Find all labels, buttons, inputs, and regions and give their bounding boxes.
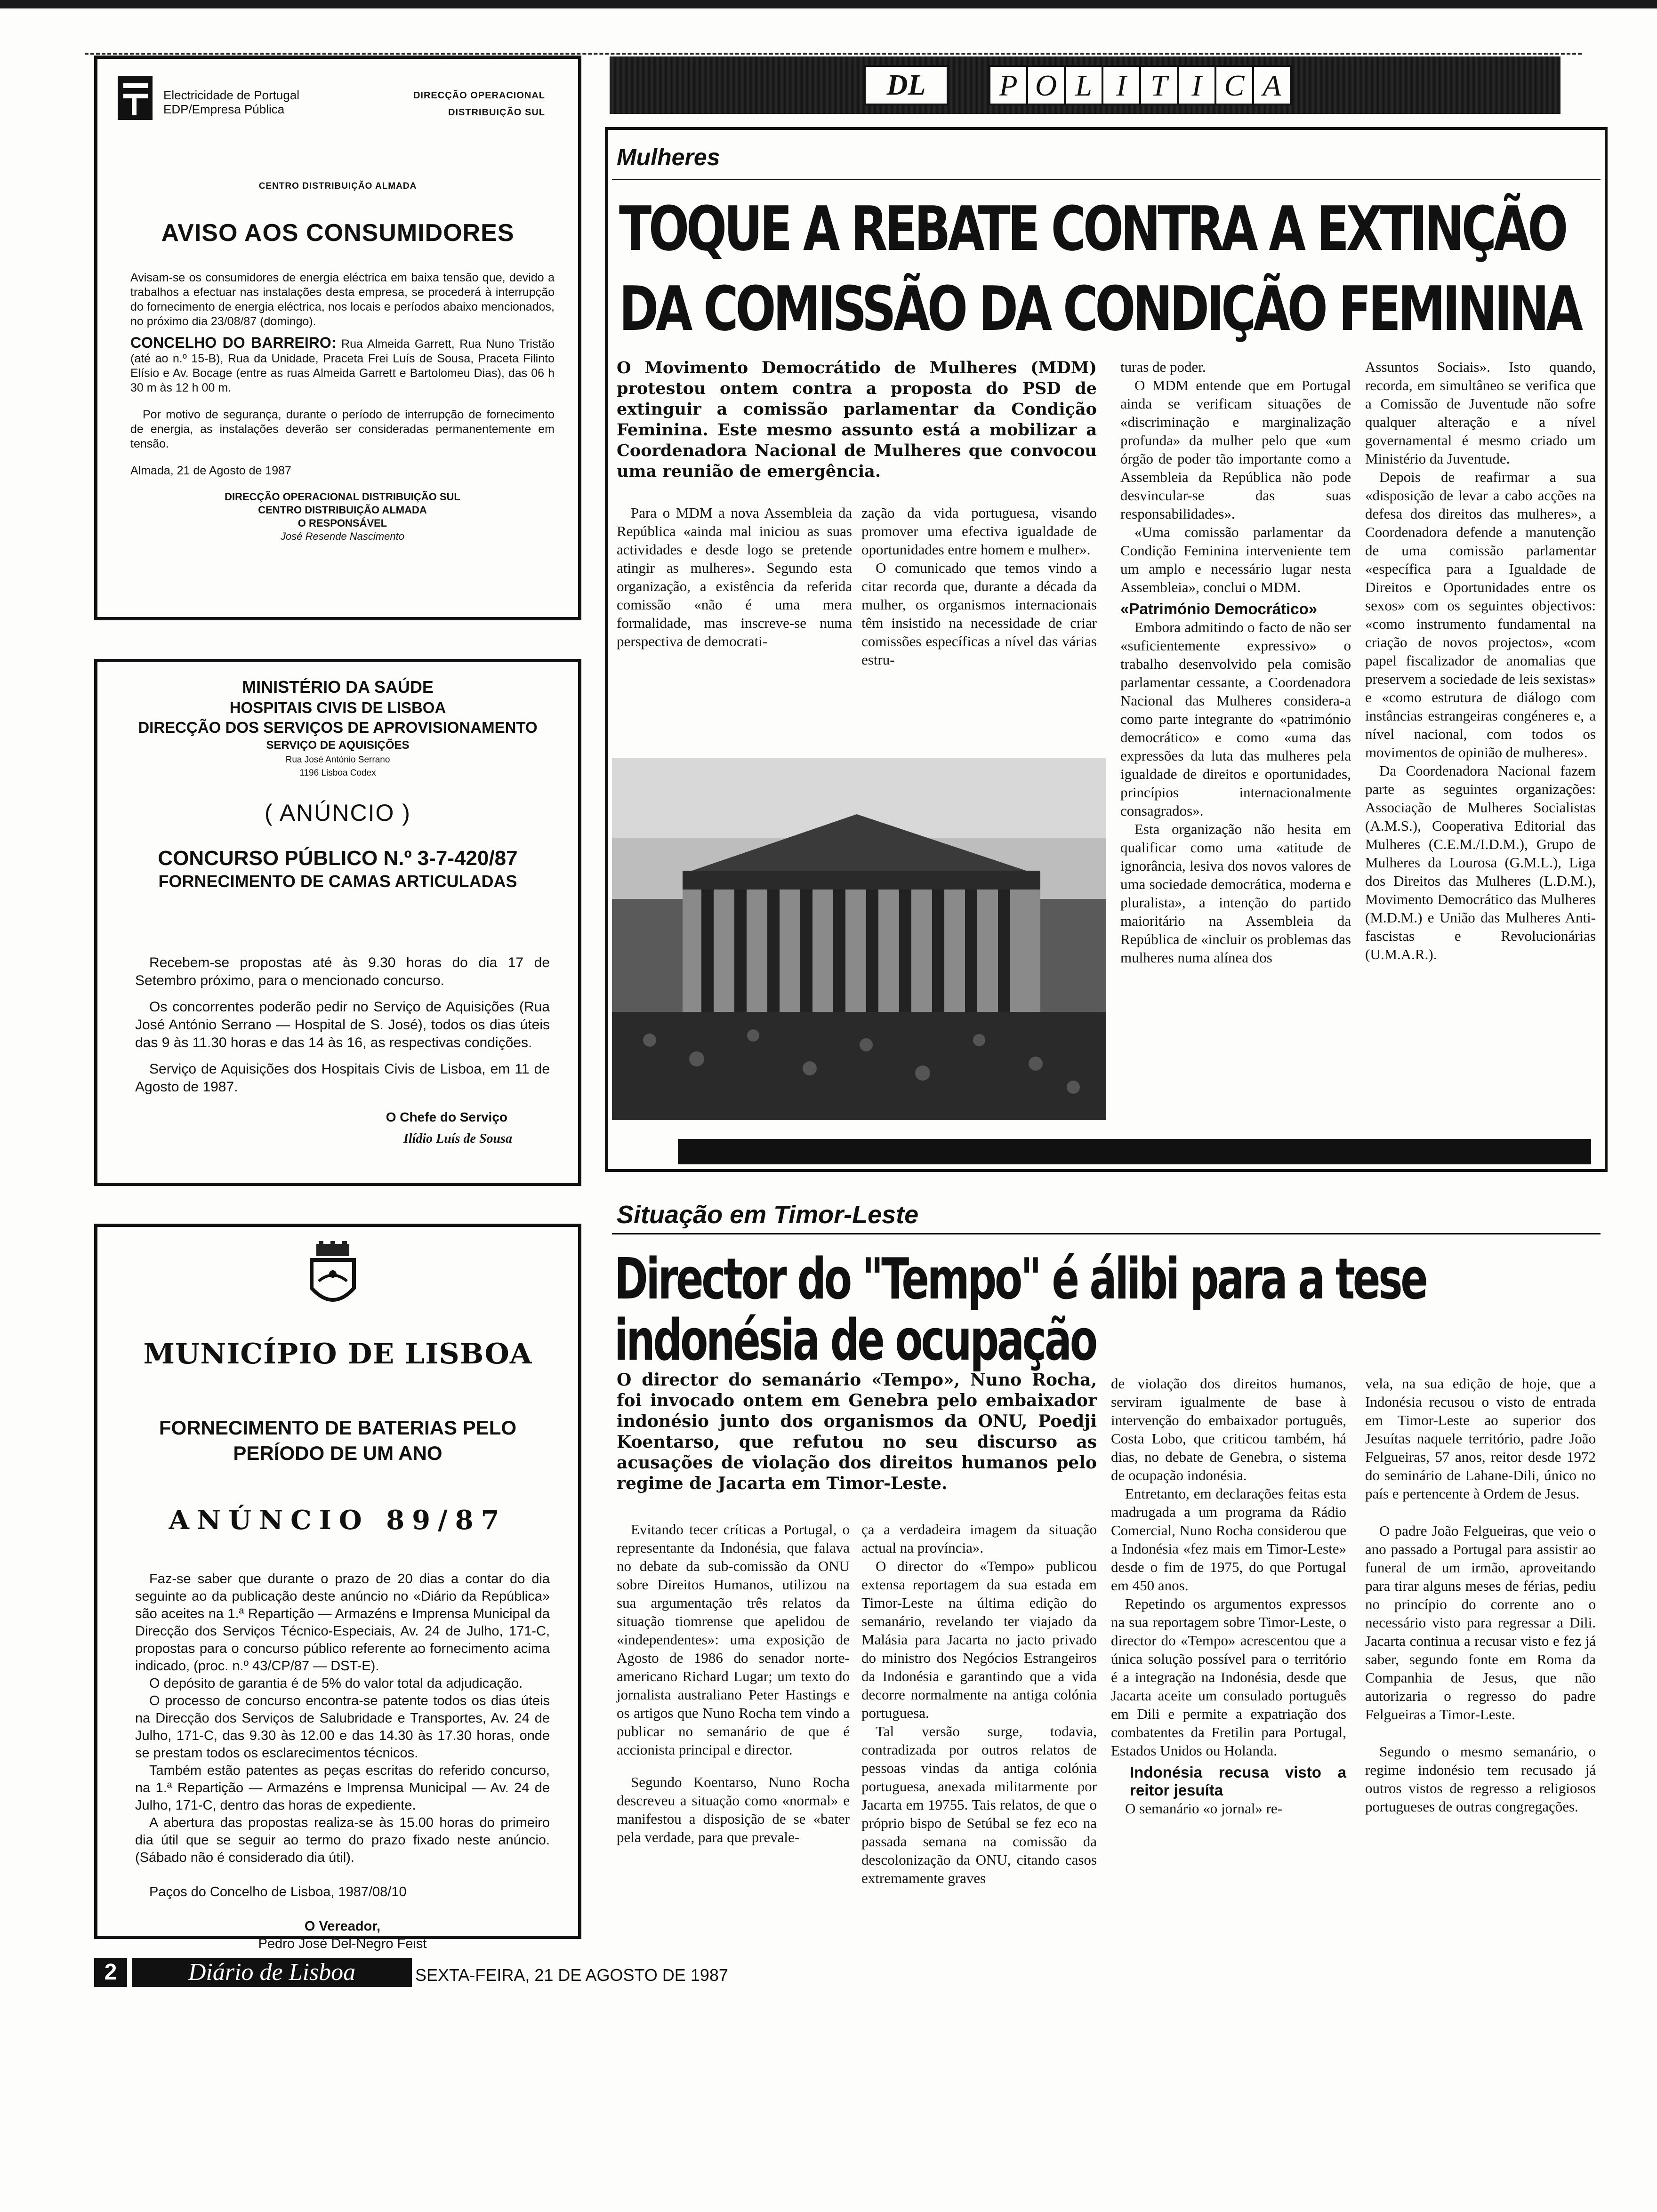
- edp-para1: Avisam-se os consumidores de energia eléctrica em baixa tensão que, devido a trabalhos a efectuar nas instalações desta empresa, se procederá à interrupção do fornecimento de energia eléctrica, nos locais e períodos abaixo mencionados, no próximo dia 23/08/87 (domingo).: [130, 271, 555, 328]
- footer-date: SEXTA-FEIRA, 21 DE AGOSTO DE 1987: [415, 1965, 728, 1985]
- article1-c1: Para o MDM a nova Assembleia da República «ainda mal iniciou as suas actividades e desde logo se pretende atingir as mulheres». Segundo esta organização, a existência da referida comissão «não é uma mera formalidade, mas inscreve-se numa perspectiva de democrati-: [617, 505, 852, 649]
- article1-rule: [612, 179, 1601, 180]
- lisboa-p1: Faz-se saber que durante o prazo de 20 dias a contar do dia seguinte ao da publicação deste anúncio no «Diário da República» são aceites na 1.ª Repartição — Armazéns e Imprensa Municipal da Direcção dos Serviços Técnico-Especiais, Av. 24 de Julho, 171-C, propostas para o concurso público referente ao fornecimento acima indicado, (proc. n.º 43/CP/87 — DST-E).: [135, 1571, 550, 1674]
- article1-c4a: Assuntos Sociais». Isto quando, recorda, em simultâneo se verifica que a Comissão de Juventude não sofre qualquer alteração e a nível governamental é mesmo criado um Ministério da Juventude.: [1365, 359, 1596, 467]
- article2-col3: [1111, 1374, 1346, 1818]
- page-number: 2: [94, 1958, 127, 1987]
- edp-date: Almada, 21 de Agosto de 1987: [130, 464, 291, 477]
- article2-c2b: O director do «Tempo» publicou extensa reportagem da sua estada em Timor-Leste na última edição do semanário, revelando ter viajado da Malásia para Jacarta no jacto privado do ministro dos Negócios Estrangeiros da Indonésia e garantindo que a vida decorre normalmente na antiga colónia portuguesa.: [861, 1558, 1097, 1721]
- edp-company-line2: EDP/Empresa Pública: [163, 102, 285, 116]
- edp-dir-line2: DISTRIBUIÇÃO SUL: [448, 107, 545, 118]
- newspaper-name: Diário de Lisboa: [132, 1958, 412, 1987]
- lisboa-body: [135, 1571, 550, 1953]
- article2-rule: [612, 1233, 1601, 1234]
- article1-c2b: O comunicado que temos vindo a citar recorda que, durante a década da mulher, os organismos internacionais têm insistido na necessidade de criar comissões específicas a nível das várias estru-: [861, 560, 1097, 668]
- article2-c1a: Evitando tecer críticas a Portugal, o representante da Indonésia, que falava no debate da sub-comissão da ONU sobre Direitos Humanos, utilizou na sua argumentação três relatos da situação tiomrense que apelidou de «independentes»: uma exposição de Agosto de 1986 do senador norte-americano Richard Lugar; um texto do jornalista australiano Peter Hastings e os artigos que Nuno Rocha tem vindo a publicar no semanário de que é accionista principal e director.: [617, 1521, 850, 1758]
- politica-label: [989, 65, 1290, 105]
- saude-address1: Rua José António Serrano: [285, 755, 390, 765]
- article1-headline-line2: DA COMISSÃO DA CONDIÇÃO FEMININA: [619, 273, 1580, 345]
- article2-c2a: ça a verdadeira imagem da situação actual na província».: [861, 1521, 1097, 1556]
- saude-chefe: O Chefe do Serviço: [386, 1110, 507, 1124]
- saude-p3: Serviço de Aquisições dos Hospitais Civis de Lisboa, em 11 de Agosto de 1987.: [135, 1061, 550, 1095]
- politica-letter: I: [1177, 65, 1216, 105]
- edp-body: [130, 271, 555, 543]
- section-banner: [610, 56, 1560, 114]
- article1-c3c: «Uma comissão parlamentar da Condição Feminina interveniente tem um amplo e necessário lugar nesta Assembleia», conclui o MDM.: [1120, 524, 1351, 595]
- saude-anuncio: ( ANÚNCIO ): [265, 800, 411, 826]
- article2-lead: O director do semanário «Tempo», Nuno Rocha, foi invocado ontem em Genebra pelo embaixador indonésio junto dos organismos da ONU, Poedji Koentarso, que refutou no seu discurso as acusações de violação dos direitos humanos pelo regime de Jacarta em Timor-Leste.: [617, 1370, 1097, 1493]
- saude-p2: Os concorrentes poderão pedir no Serviço de Aquisições (Rua José António Serrano — Hospital de S. José), todos os dias úteis das 9 às 11.30 horas e das 14 às 16, as respectivas condições.: [135, 999, 550, 1050]
- politica-letter: A: [1252, 65, 1292, 105]
- lisboa-p3: O processo de concurso encontra-se patente todos os dias úteis na Direcção dos Serviços de Salubridade e Transportes, Av. 24 de Julho, 171-C, das 9.30 às 12.00 e das 14.30 às 17.30 horas, onde se prestam todos os esclarecimentos técnicos.: [135, 1693, 550, 1761]
- article2-c3c: Repetindo os argumentos expressos na sua reportagem sobre Timor-Leste, o director do «Tempo» acrescentou que a única solução possível para o território é a integração na Indonésia, desde que Jacarta aceite um consulado português em Dili e permite a expatriação dos combatentes da Fretilin para Portugal, Estados Unidos ou Holanda.: [1111, 1595, 1346, 1759]
- edp-title: AVISO AOS CONSUMIDORES: [161, 219, 515, 247]
- article1-c2a: zação da vida portuguesa, visando promover uma efectiva igualdade de oportunidades entre homem e mulher».: [861, 505, 1097, 558]
- article1-bottom-bar: [678, 1139, 1591, 1164]
- saude-body: [135, 954, 550, 1148]
- article2-subhead-indonesia: Indonésia recusa visto a reitor jesuíta: [1130, 1763, 1346, 1799]
- edp-concelho-label: CONCELHO DO BARREIRO:: [130, 334, 337, 351]
- article2-c3a: de violação dos direitos humanos, serviram igualmente de base à intervenção do embaixador português, Costa Lobo, que criticou também, há dias, no debate de Genebra, o sistema de ocupação indonésia.: [1111, 1375, 1346, 1483]
- article2-kicker: Situação em Timor-Leste: [617, 1201, 919, 1229]
- saude-p1: Recebem-se propostas até às 9.30 horas do dia 17 de Setembro próximo, para o mencionado concurso.: [135, 955, 550, 988]
- lisboa-p2: O depósito de garantia é de 5% do valor total da adjudicação.: [149, 1676, 523, 1691]
- politica-letter: C: [1215, 65, 1254, 105]
- lisboa-anuncio: ANÚNCIO 89/87: [169, 1505, 507, 1536]
- saude-nome: Ilídio Luís de Sousa: [403, 1131, 512, 1146]
- article1-col2: [861, 504, 1097, 669]
- edp-logo-icon: [114, 72, 156, 124]
- lisboa-coat-of-arms-icon: [305, 1241, 361, 1312]
- lisboa-sub1: FORNECIMENTO DE BATERIAS PELO: [159, 1417, 517, 1439]
- lisboa-p4: Também estão patentes as peças escritas do referido concurso, na 1.ª Repartição — Armazéns e Imprensa Municipal — Av. 24 de Julho, 171-C, dentro das horas de expediente.: [135, 1763, 550, 1813]
- edp-sig3: O RESPONSÁVEL: [298, 517, 387, 529]
- lisboa-vereador: O Vereador,: [304, 1919, 381, 1934]
- lisboa-nome: Pedro José Del-Negro Feist: [258, 1936, 427, 1951]
- dashed-rule: [85, 53, 1582, 55]
- article1-subhead-patrimonio: «Património Democrático»: [1120, 600, 1318, 617]
- edp-company-line1: Electricidade de Portugal: [163, 88, 300, 102]
- article2-c3b: Entretanto, em declarações feitas esta madrugada a um programa da Rádio Comercial, Nuno Rocha considerou que a Indonésia «fez mais em Timor-Leste» desde o fim de 1975, do que Portugal em 450 anos.: [1111, 1485, 1346, 1594]
- article2-c2c: Tal versão surge, todavia, contradizada por outros relatos de pessoas vindas da antiga colónia portuguesa, anexada militarmente por Jacarta em 19755. Tais relatos, de que o próprio bispo de Setúbal se fez eco na passada semana na comissão da descolonização da ONU, citando casos extremamente graves: [861, 1723, 1097, 1886]
- politica-letter: I: [1102, 65, 1141, 105]
- top-border-strip: [0, 0, 1657, 8]
- article1-col4: [1365, 358, 1596, 963]
- article1-col3: [1120, 358, 1351, 967]
- edp-centro: CENTRO DISTRIBUIÇÃO ALMADA: [258, 181, 417, 191]
- article2-headline-line1: Director do "Tempo" é álibi para a tese: [614, 1247, 1426, 1312]
- dl-section-logo: DL: [864, 65, 949, 105]
- saude-address2: 1196 Lisboa Codex: [299, 768, 376, 778]
- article2-headline-line2: indonésia de ocupação: [614, 1308, 1096, 1373]
- lisboa-notice-box: [94, 1224, 581, 1951]
- article1-c3b: O MDM entende que em Portugal ainda se verificam situações de «discriminação e marginalização profunda» da mulher pelo que «um órgão de poder tão importante como a Assembleia da República não pode desvincular-se das suas responsabilidades».: [1120, 377, 1351, 522]
- saude-concurso: CONCURSO PÚBLICO N.º 3-7-420/87: [158, 847, 518, 870]
- lisboa-date: Paços do Concelho de Lisboa, 1987/08/10: [149, 1884, 407, 1899]
- article1-c3d: Embora admitindo o facto de não ser «suficientemente expressivo» o trabalho desenvolvido pela comisão parlamentar cessante, a Coordenadora Nacional das Mulheres considera-a como parte integrante do «património democrático» e como «uma das expressões da luta das mulheres pela igualdade de direitos e oportunidades, princípios internacionalmente consagrados».: [1120, 619, 1351, 819]
- article1-c3a: turas de poder.: [1120, 359, 1206, 375]
- edp-concelho-text: Rua Almeida Garrett, Rua Nuno Tristão (até ao n.º 15-B), Rua da Unidade, Praceta Frei Luís de Sousa, Praceta Filinto Elísio e Av. Bocage (entre as ruas Almeida Garrett e Bartolomeu Dias), das 06 h 30 m às 12 h 00 m.: [130, 337, 555, 394]
- edp-direction: [413, 87, 545, 121]
- article1-c4b: Depois de reafirmar a sua «disposição de levar a cabo acções na defesa dos direitos das mulheres», a Coordenadora defende a manutenção de uma comissão parlamentar «específica para a Igualdade de Direitos e Oportunidades entre os sexos» com os seguintes objectivos: «como instrumento fundamental na criação de novos projectos», «com papel fiscalizador de anomalias que preservem a sociedade de leis sexistas» e «como estrutura de diálogo com instâncias estrangeiras congéneres e, a nível nacional, com todos os movimentos de opinião de mulheres».: [1365, 469, 1596, 761]
- article1-c4c: Da Coordenadora Nacional fazem parte as seguintes organizações: Associação de Mulheres Socialistas (A.M.S.), Cooperativa Editorial das Mulheres (C.E.M./I.D.M.), Grupo de Mulheres da Lourosa (G.M.L.), Liga dos Direitos das Mulheres (L.D.M.), Movimento Democrático das Mulheres (M.D.M.) e União das Mulheres Anti-fascistas e Revolucionárias (U.M.A.R.).: [1365, 762, 1596, 962]
- article1-headline-line1: TOQUE A REBATE CONTRA A EXTINÇÃO: [619, 193, 1566, 264]
- saude-fornecimento: FORNECIMENTO DE CAMAS ARTICULADAS: [158, 872, 517, 891]
- edp-sig4: José Resende Nascimento: [281, 530, 404, 542]
- article2-col1: [617, 1520, 850, 1846]
- article2-col4: [1365, 1374, 1596, 1816]
- article1-lead: O Movimento Democrátido de Mulheres (MDM) protestou ontem contra a proposta do PSD de extinguir a comissão parlamentar da Condição Feminina. Este mesmo assunto está a mobilizar a Coordenadora Nacional de Mulheres que convocou uma reunião de emergência.: [617, 358, 1097, 481]
- article2-c4b: O padre João Felgueiras, que veio o ano passado a Portugal para assistir ao funeral de um irmão, aproveitando para tirar alguns meses de férias, pediu no princípio do corrente ano o necessário visto para regressar a Dili. Jacarta continua a recusar visto e fez já saber, segundo fonte em Roma da Companhia de Jesus, que não autorizaria o regresso do padre Felgueiras a Timor-Leste.: [1365, 1523, 1596, 1723]
- article2-col2: [861, 1520, 1097, 1887]
- article2-c1b: Segundo Koentarso, Nuno Rocha descreveu a situação como «normal» e manifestou a disposição de se «bater pela verdade, para que prevale-: [617, 1774, 850, 1845]
- saude-hospitals: HOSPITAIS CIVIS DE LISBOA: [229, 699, 446, 716]
- politica-letter: O: [1026, 65, 1066, 105]
- edp-dir-line1: DIRECÇÃO OPERACIONAL: [413, 90, 545, 101]
- edp-sig1: DIRECÇÃO OPERACIONAL DISTRIBUIÇÃO SUL: [225, 491, 460, 503]
- lisboa-title: MUNICÍPIO DE LISBOA: [143, 1338, 532, 1370]
- lisboa-sub2: PERÍODO DE UM ANO: [233, 1442, 442, 1464]
- assembly-building-photo: [612, 758, 1106, 1120]
- saude-direction: DIRECÇÃO DOS SERVIÇOS DE APROVISIONAMENTO: [138, 719, 538, 736]
- edp-para2: Por motivo de segurança, durante o período de interrupção de fornecimento de energia, as instalações deverão ser consideradas permanentemente em tensão.: [130, 408, 555, 450]
- politica-letter: P: [989, 65, 1028, 105]
- article1-kicker: Mulheres: [617, 144, 720, 170]
- article2-c4a: vela, na sua edição de hoje, que a Indonésia recusou o visto de entrada em Timor-Leste ao superior dos Jesuítas naquele território, padre João Felgueiras, 57 anos, reitor desde 1972 do seminário de Lahane-Dili, único no país e pertencente à Ordem de Jesus.: [1365, 1375, 1596, 1502]
- saude-ministry: MINISTÉRIO DA SAÚDE: [242, 677, 434, 697]
- article2-c4c: Segundo o mesmo semanário, o regime indonésio tem recusado já outros vistos de regresso a religiosos portugueses de outras congregações.: [1365, 1743, 1596, 1815]
- article1-c3e: Esta organização não hesita em qualificar como uma «atitude de ignorância, lesiva dos novos valores de uma sociedade democrática, moderna e pluralista», a intenção do partido maioritário na Assembleia da República de «incluir os problemas das mulheres numa alínea dos: [1120, 821, 1351, 966]
- edp-sig2: CENTRO DISTRIBUIÇÃO ALMADA: [258, 504, 427, 516]
- saude-notice-box: [94, 659, 581, 1186]
- edp-notice-box: [94, 56, 581, 620]
- edp-company-name: [163, 88, 299, 116]
- politica-letter: T: [1139, 65, 1179, 105]
- politica-letter: L: [1064, 65, 1103, 105]
- saude-service: SERVIÇO DE AQUISIÇÕES: [266, 739, 410, 752]
- article2-c3d: O semanário «o jornal» re-: [1125, 1800, 1282, 1817]
- article1-col1: [617, 504, 852, 650]
- lisboa-p5: A abertura das propostas realiza-se às 15.00 horas do primeiro dia útil que se seguir ao termo do prazo fixado neste anúncio. (Sábado não é considerado dia útil).: [135, 1815, 550, 1865]
